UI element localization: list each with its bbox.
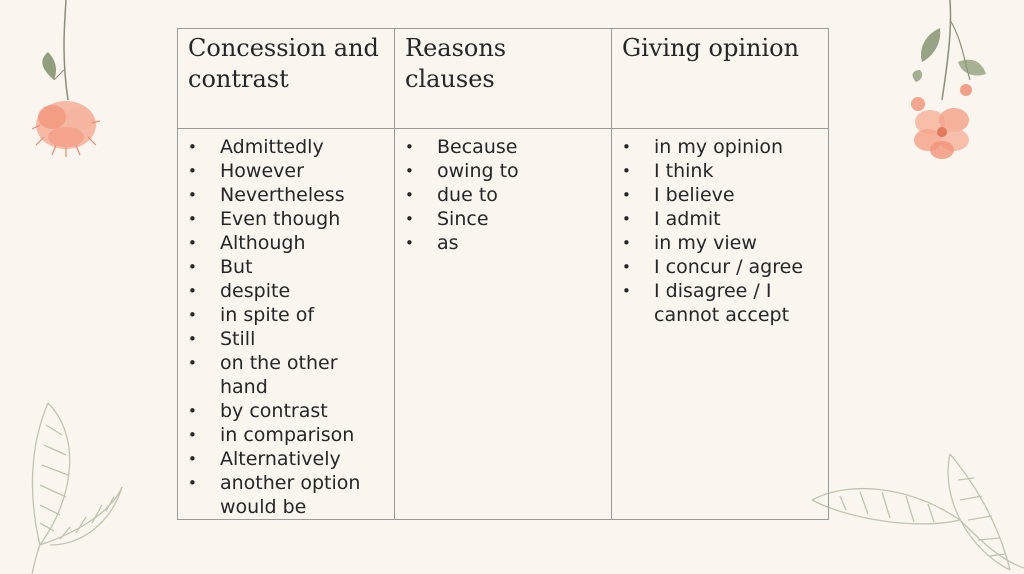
opinion-list: [612, 135, 828, 327]
column-header-opinion: Giving opinion: [612, 29, 829, 129]
list-item: • in my opinion: [612, 135, 828, 159]
column-header-concession: Concession and contrast: [178, 29, 395, 129]
list-item: • in comparison: [178, 423, 394, 447]
opinion-cell: [612, 129, 829, 520]
content-row: [178, 129, 829, 520]
flower-illustration-top-right: [900, 0, 1010, 170]
list-item: • Since: [395, 207, 611, 231]
list-item: • Even though: [178, 207, 394, 231]
list-item: • another option would be: [178, 471, 394, 519]
list-item: • Because: [395, 135, 611, 159]
reasons-list: [395, 135, 611, 255]
list-item: • I admit: [612, 207, 828, 231]
list-item: • But: [178, 255, 394, 279]
list-item: • However: [178, 159, 394, 183]
list-item: • in my view: [612, 231, 828, 255]
concession-cell: [178, 129, 395, 520]
flower-illustration-top-left: [18, 0, 108, 170]
column-header-reasons: Reasons clauses: [395, 29, 612, 129]
list-item: • I think: [612, 159, 828, 183]
vocabulary-table-container: [177, 28, 828, 518]
leaf-sketch-bottom-right: [810, 450, 1024, 574]
concession-list: [178, 135, 394, 519]
list-item: • on the other hand: [178, 351, 394, 399]
list-item: • I concur / agree: [612, 255, 828, 279]
list-item: • Still: [178, 327, 394, 351]
list-item: • despite: [178, 279, 394, 303]
list-item: • Although: [178, 231, 394, 255]
reasons-cell: [395, 129, 612, 520]
list-item: • in spite of: [178, 303, 394, 327]
list-item: • Nevertheless: [178, 183, 394, 207]
list-item: • due to: [395, 183, 611, 207]
header-row: [178, 29, 829, 129]
vocabulary-table: [177, 28, 829, 520]
list-item: • Alternatively: [178, 447, 394, 471]
list-item: • Admittedly: [178, 135, 394, 159]
list-item: • I disagree / I cannot accept: [612, 279, 828, 327]
list-item: • as: [395, 231, 611, 255]
list-item: • by contrast: [178, 399, 394, 423]
leaf-sketch-bottom-left: [10, 395, 130, 574]
list-item: • I believe: [612, 183, 828, 207]
list-item: • owing to: [395, 159, 611, 183]
